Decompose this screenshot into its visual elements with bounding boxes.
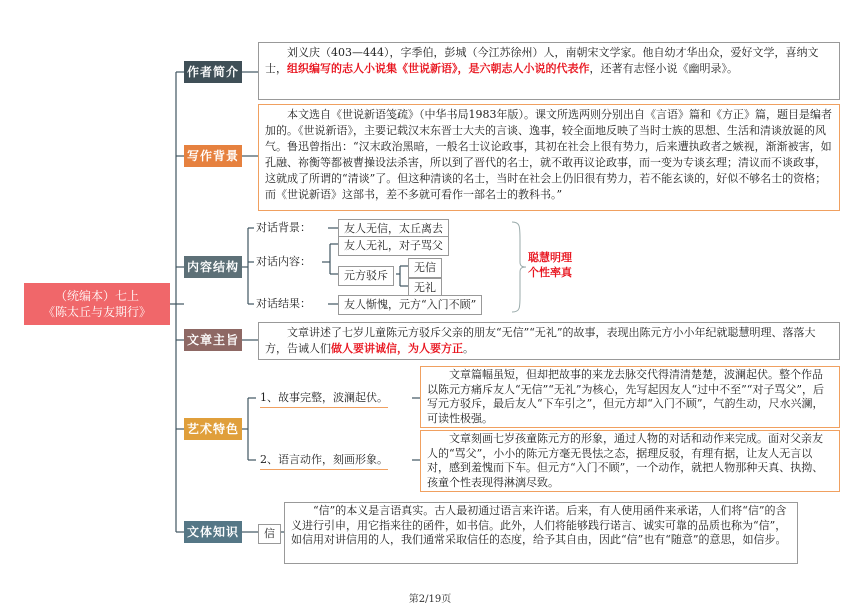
art-item2-text: 文章刻画七岁孩童陈元方的形象，通过人物的对话和动作来完成。面对父亲友人的“骂父”，小小的陈元方毫无畏怯之态，据理反驳，有理有据，让友人无言以对，感到羞愧而下车。但元方“入门不顾”，一个动作，就把人物那种天真、执拗、孩童个性表现得淋漓尽致。 [420, 430, 840, 492]
structure-content-label: 对话内容： [256, 255, 311, 268]
theme-text-box [258, 322, 840, 360]
structure-note-line2: 个性率真 [528, 266, 572, 279]
structure-bg-value: 友人无信，太丘离去 [338, 219, 449, 239]
lesson-title-box [24, 283, 170, 325]
author-text-a: 刘义庆（403—444），字季伯，彭城（今江苏徐州）人，南朝宋文学家。他自幼才华出众，爱好文学，喜纳文士， [265, 46, 819, 75]
tag-theme: 文章主旨 [184, 329, 242, 351]
author-text-box [258, 42, 840, 100]
tag-background: 写作背景 [184, 145, 242, 167]
tag-author: 作者简介 [184, 61, 242, 83]
lesson-title-line2: 《陈太丘与友期行》 [42, 305, 151, 319]
theme-text-highlight: 做人要讲诚信，为人要方正 [331, 342, 463, 355]
art-item2-label: 2、语言动作，刻画形象。 [260, 452, 388, 470]
tag-knowledge: 文体知识 [184, 521, 242, 543]
tag-art: 艺术特色 [184, 418, 242, 440]
author-text-highlight: 组织编写的志人小说集《世说新语》，是六朝志人小说的代表作 [287, 62, 590, 75]
theme-text-b: 。 [463, 342, 474, 355]
tag-structure: 内容结构 [184, 256, 242, 278]
art-item1-text: 文章篇幅虽短，但却把故事的来龙去脉交代得清清楚楚，波澜起伏。整个作品以陈元方痛斥友人“无信”“无礼”为核心，先写起因友人“过中不至”“对子骂父”，后写元方驳斥，最后友人“下车引之”，但元方却“入门不顾”，气韵生动，尺水兴澜，可读性极强。 [420, 366, 840, 428]
structure-note [528, 250, 572, 280]
structure-sub-wuli: 无礼 [408, 278, 442, 298]
structure-note-line1: 聪慧明理 [528, 251, 572, 264]
knowledge-text-box: “信”的本义是言语真实。古人最初通过语言来许诺。后来，有人使用函件来承诺，人们将“信”的含义进行引申，用它指来往的函件，如书信。此外，人们将能够践行诺言、诚实可靠的品质也称为“信”，如信用对讲信用的人，我们通常采取信任的态度，给予其自由，因此“信”也有“随意”的意思，如信步。 [284, 502, 798, 564]
structure-bg-label: 对话背景： [256, 221, 311, 234]
background-text-box [258, 104, 840, 211]
theme-text-a: 文章讲述了七岁儿童陈元方驳斥父亲的朋友“无信”“无礼”的故事，表现出陈元方小小年纪就聪慧明理、落落大方，告诫人们 [265, 326, 816, 355]
structure-result-label: 对话结果： [256, 297, 311, 310]
knowledge-label: 信 [258, 524, 281, 544]
page-number: 第2/19页 [408, 594, 452, 605]
structure-content-value2: 元方驳斥 [338, 266, 394, 286]
structure-content-value1: 友人无礼，对子骂父 [338, 236, 449, 256]
art-item1-label: 1、故事完整，波澜起伏。 [260, 390, 388, 408]
structure-result-value: 友人惭愧，元方“入门不顾” [338, 295, 482, 315]
background-text: 本文选自《世说新语笺疏》（中华书局1983年版）。课文所选两则分别出自《言语》篇和《方正》篇，题目是编者加的。《世说新语》，主要记载汉末东晋士大夫的言谈、逸事，较全面地反映了当时士族的思想、生活和清谈放诞的风气。鲁迅曾指出：“汉末政治黑暗，一般名士议论政事，其初在社会上很有势力，后来遭执政者之嫉视，渐渐被害，如孔融、祢衡等都被曹操设法杀害，所以到了晋代的名士，就不敢再议论政事，而一变为专谈玄理；清议而不谈政事，这就成了所谓的“清谈”了。但这种清谈的名士，当时在社会上仍旧很有势力，若不能玄谈的，好似不够名士的资格；而《世说新语》这部书，差不多就可看作一部名士的教科书。” [265, 108, 832, 201]
structure-sub-wuxin: 无信 [408, 258, 442, 278]
lesson-title-line1: （统编本）七上 [54, 289, 139, 303]
author-text-b: ，还著有志怪小说《幽明录》。 [589, 62, 738, 75]
